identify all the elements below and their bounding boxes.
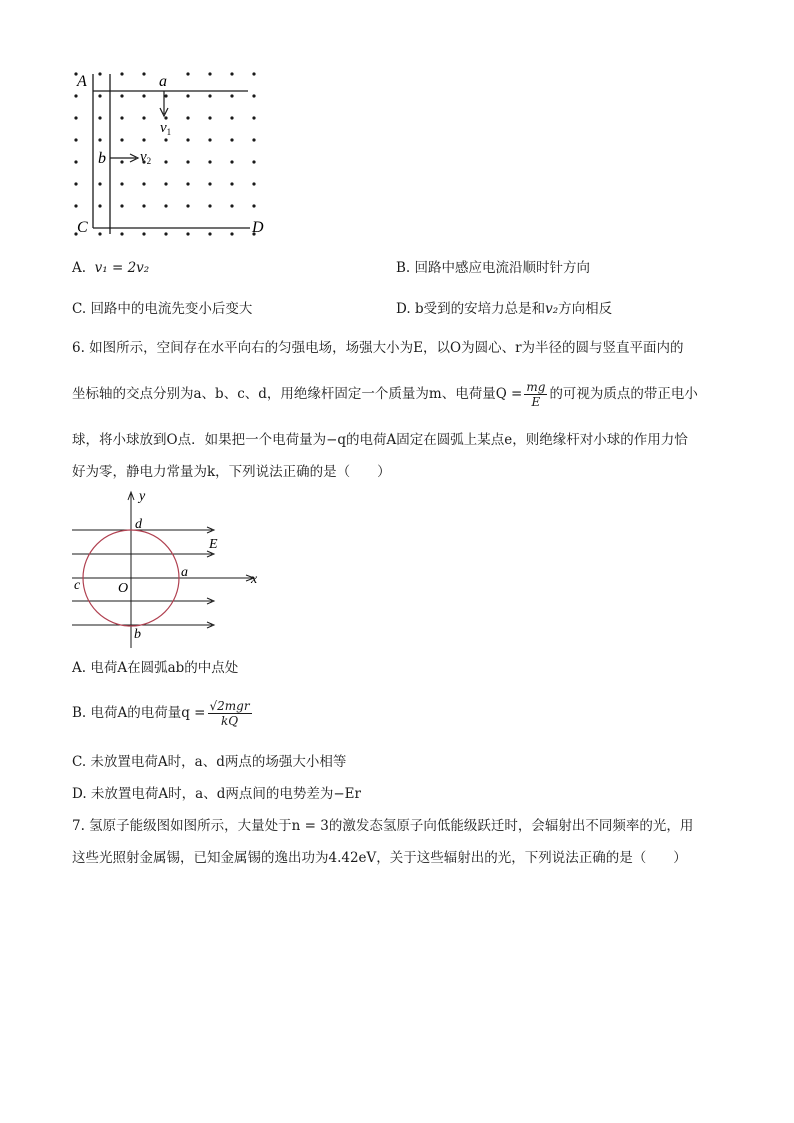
field-dot xyxy=(186,72,189,75)
option-key: B. xyxy=(396,260,411,276)
field-dot xyxy=(230,160,233,163)
label-v2: $v_2$ xyxy=(140,149,152,166)
field-dot xyxy=(98,232,101,235)
field-dot xyxy=(98,204,101,207)
field-dot xyxy=(186,160,189,163)
field-dot xyxy=(208,182,211,185)
label-C: C xyxy=(77,219,88,236)
label-A: A xyxy=(77,73,87,90)
field-dot xyxy=(164,204,167,207)
field-dot xyxy=(252,72,255,75)
field-dot xyxy=(120,94,123,97)
fraction-denominator: E xyxy=(531,395,541,409)
q5-option-a xyxy=(72,262,149,276)
field-dot xyxy=(230,138,233,141)
q6-option-b xyxy=(72,698,254,728)
field-dot xyxy=(98,72,101,75)
option-d-math: v₂ xyxy=(545,301,559,317)
field-dot xyxy=(142,182,145,185)
field-dot xyxy=(164,138,167,141)
field-dot xyxy=(208,204,211,207)
label-a: a xyxy=(181,565,188,580)
label-b: b xyxy=(134,627,141,642)
label-D: D xyxy=(252,219,264,236)
q6-line2 xyxy=(72,380,698,409)
fraction-denominator: kQ xyxy=(220,714,239,728)
field-dot xyxy=(186,116,189,119)
label-x: x xyxy=(251,572,258,587)
field-dot xyxy=(142,94,145,97)
field-dot xyxy=(98,182,101,185)
option-d-post: 方向相反 xyxy=(558,301,613,317)
field-dot xyxy=(120,72,123,75)
label-d: d xyxy=(135,517,142,532)
field-dot xyxy=(252,138,255,141)
field-dot xyxy=(208,94,211,97)
field-dot xyxy=(252,94,255,97)
field-dot xyxy=(186,94,189,97)
field-dot xyxy=(208,232,211,235)
q6-fraction-charge xyxy=(208,699,252,728)
field-dot xyxy=(120,138,123,141)
field-dot xyxy=(252,204,255,207)
label-y: y xyxy=(139,489,146,504)
field-dot xyxy=(142,232,145,235)
fraction-numerator: √2mgr xyxy=(209,699,250,713)
field-dot xyxy=(142,116,145,119)
field-dot xyxy=(120,160,123,163)
option-a-math: v₁ = 2v₂ xyxy=(94,260,150,276)
field-dot xyxy=(230,232,233,235)
field-dot xyxy=(252,116,255,119)
field-dot xyxy=(208,116,211,119)
label-c: c xyxy=(74,578,81,593)
field-dot xyxy=(164,94,167,97)
field-dot xyxy=(142,204,145,207)
field-dot xyxy=(74,116,77,119)
field-dot xyxy=(230,182,233,185)
q7-line1: 7. 氢原子能级图如图所示，大量处于n = 3的激发态氢原子向低能级跃迁时，会辐射出不同频率的光，用 xyxy=(72,818,694,834)
field-dot xyxy=(186,138,189,141)
field-dot xyxy=(120,232,123,235)
field-dot xyxy=(74,182,77,185)
field-dot xyxy=(98,94,101,97)
field-dot xyxy=(74,138,77,141)
field-dot xyxy=(120,116,123,119)
option-key: A. xyxy=(72,260,87,276)
field-dot xyxy=(98,116,101,119)
label-rod-b: b xyxy=(98,150,106,167)
q6-option-d: D. 未放置电荷A时，a、d两点间的电势差为−Er xyxy=(72,786,361,802)
figure-circle-field xyxy=(62,486,272,652)
field-dot xyxy=(142,72,145,75)
field-dot xyxy=(120,204,123,207)
field-dot xyxy=(164,232,167,235)
field-dot xyxy=(98,138,101,141)
q6-option-c: C. 未放置电荷A时，a、d两点的场强大小相等 xyxy=(72,754,347,770)
q6-line2-pre: 坐标轴的交点分别为a、b、c、d，用绝缘杆固定一个质量为m、电荷量Q = xyxy=(72,386,523,402)
field-dot xyxy=(230,204,233,207)
field-dot xyxy=(208,160,211,163)
option-c-text: 回路中的电流先变小后变大 xyxy=(90,301,253,317)
q5-option-c xyxy=(72,303,252,317)
option-key: C. xyxy=(72,301,87,317)
q6-line4: 好为零，静电力常量为k，下列说法正确的是（ ） xyxy=(72,464,391,480)
fraction-numerator: mg xyxy=(526,380,546,394)
label-rod-a: a xyxy=(159,73,167,90)
field-dot xyxy=(186,232,189,235)
option-d-pre: b受到的安培力总是和 xyxy=(414,301,546,317)
label-E: E xyxy=(209,537,218,552)
field-dot xyxy=(230,72,233,75)
q6-line3: 球，将小球放到O点．如果把一个电荷量为−q的电荷A固定在圆弧上某点e，则绝缘杆对小球的作用力恰 xyxy=(72,432,688,448)
q6-option-b-pre: B. 电荷A的电荷量q = xyxy=(72,705,206,721)
field-dot xyxy=(74,94,77,97)
field-dot xyxy=(252,160,255,163)
option-key: D. xyxy=(396,301,411,317)
q5-option-b xyxy=(396,262,590,276)
field-dot xyxy=(120,182,123,185)
field-dot xyxy=(74,204,77,207)
label-v1: $v_1$ xyxy=(160,120,172,137)
field-dot xyxy=(208,138,211,141)
field-dot xyxy=(164,160,167,163)
label-O: O xyxy=(118,581,129,596)
option-b-text: 回路中感应电流沿顺时针方向 xyxy=(414,260,591,276)
field-dot xyxy=(230,94,233,97)
field-dot xyxy=(230,116,233,119)
field-dot xyxy=(252,182,255,185)
field-dot xyxy=(164,182,167,185)
q6-line2-post: 的可视为质点的带正电小 xyxy=(549,386,698,402)
figure-magnetic-rails xyxy=(60,62,280,242)
q6-option-a: A. 电荷A在圆弧ab的中点处 xyxy=(72,660,239,676)
q5-option-d xyxy=(396,303,612,317)
field-dot xyxy=(186,204,189,207)
field-dot xyxy=(208,72,211,75)
q6-fraction-mg-e xyxy=(524,380,547,409)
q7-line2: 这些光照射金属锡，已知金属锡的逸出功为4.42eV，关于这些辐射出的光，下列说法正确的是（ ） xyxy=(72,850,687,866)
field-dot xyxy=(74,160,77,163)
q6-line1: 6. 如图所示，空间存在水平向右的匀强电场，场强大小为E，以O为圆心、r为半径的圆与竖直平面内的 xyxy=(72,340,684,356)
field-dot xyxy=(186,182,189,185)
field-dot xyxy=(142,138,145,141)
